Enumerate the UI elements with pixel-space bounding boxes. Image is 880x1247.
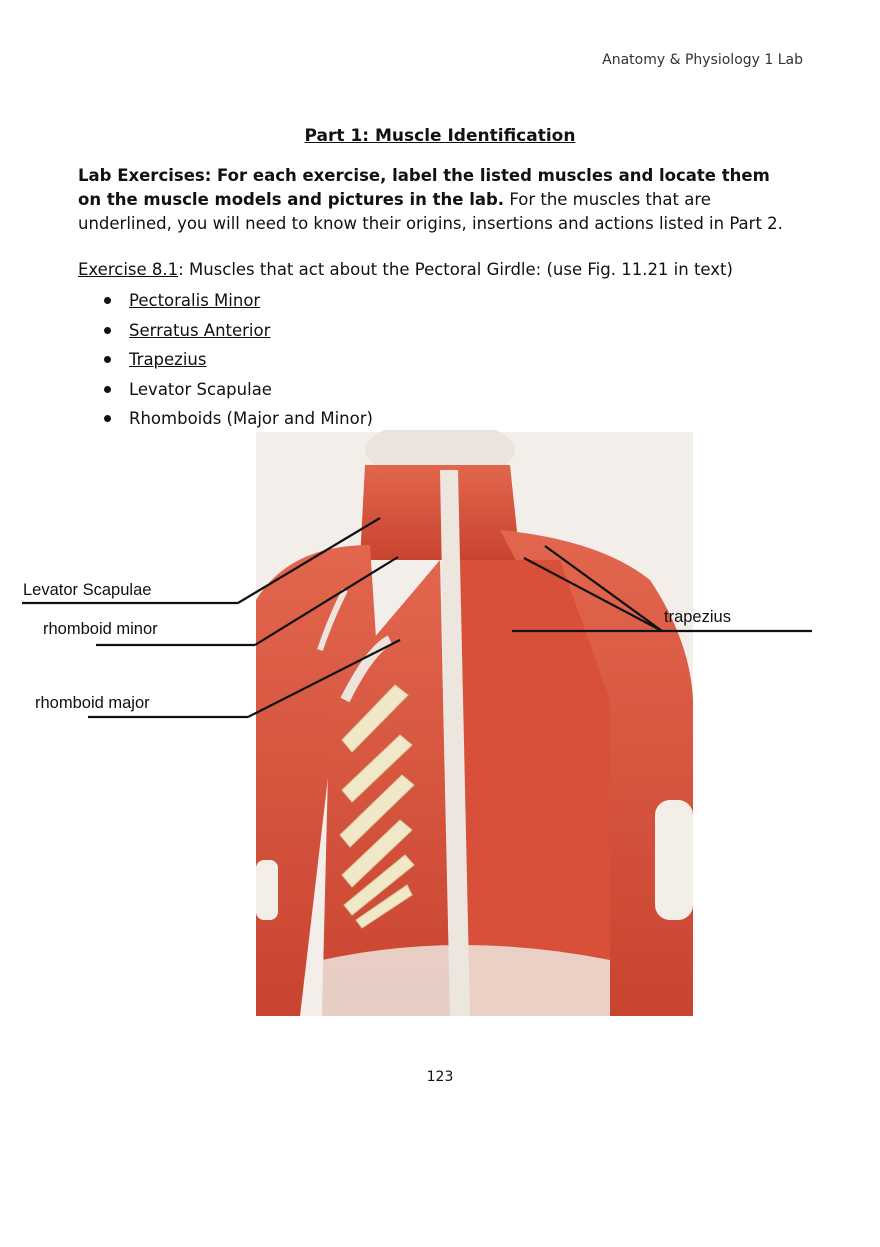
list-item bbox=[104, 286, 373, 316]
bullet-icon bbox=[104, 386, 111, 393]
label-levator-scapulae: Levator Scapulae bbox=[23, 581, 152, 599]
running-header: Anatomy & Physiology 1 Lab bbox=[602, 52, 803, 68]
page-number: 123 bbox=[426, 1069, 454, 1085]
intro-plain-text: For the muscles that are underlined, you will need to know their origins, insertions and actions listed in Part 2. bbox=[78, 190, 783, 233]
exercise-title: : Muscles that act about the Pectoral Girdle: (use Fig. 11.21 in text) bbox=[178, 260, 733, 279]
exercise-number: Exercise 8.1 bbox=[78, 260, 179, 279]
back-muscle-photo bbox=[256, 430, 693, 1016]
muscle-list bbox=[104, 286, 373, 434]
exercise-heading bbox=[78, 260, 733, 279]
bullet-icon bbox=[104, 297, 111, 304]
part-title: Part 1: Muscle Identification bbox=[304, 126, 576, 146]
muscle-model-figure bbox=[0, 430, 880, 1020]
bullet-icon bbox=[104, 327, 111, 334]
muscle-name: Levator Scapulae bbox=[129, 379, 272, 399]
label-rhomboid-major: rhomboid major bbox=[35, 694, 150, 712]
intro-bold-text: Lab Exercises: For each exercise, label the listed muscles and locate them on the muscle models and pictures in the lab. bbox=[78, 166, 770, 209]
list-item bbox=[104, 345, 373, 375]
label-trapezius: trapezius bbox=[664, 608, 731, 626]
muscle-name: Rhomboids (Major and Minor) bbox=[129, 409, 373, 428]
muscle-name: Trapezius bbox=[129, 350, 207, 369]
bullet-icon bbox=[104, 356, 111, 363]
list-item bbox=[104, 375, 373, 405]
intro-paragraph bbox=[78, 164, 790, 236]
bullet-icon bbox=[104, 415, 111, 422]
list-item bbox=[104, 316, 373, 346]
muscle-name: Pectoralis Minor bbox=[129, 291, 261, 310]
label-rhomboid-minor: rhomboid minor bbox=[43, 620, 158, 638]
muscle-name: Serratus Anterior bbox=[129, 320, 271, 340]
